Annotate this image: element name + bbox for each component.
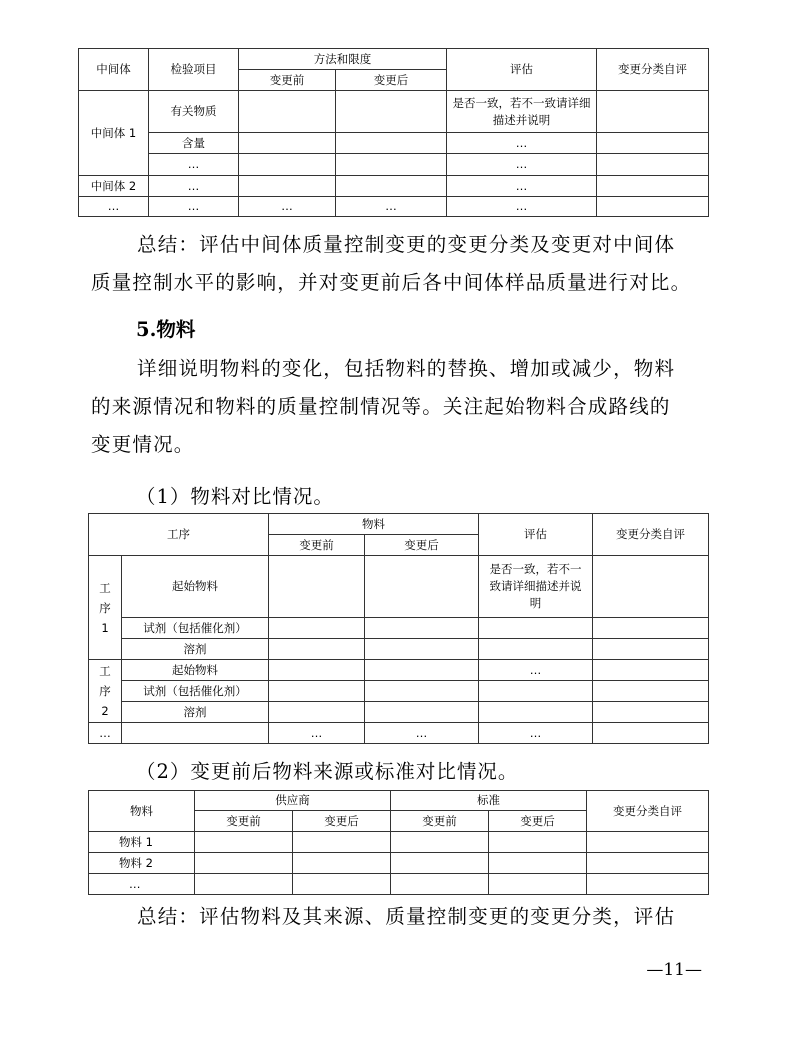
material-name: 试剂（包括催化剂）	[122, 618, 269, 639]
table-row	[89, 874, 709, 895]
evaluation-cell: …	[447, 154, 597, 176]
cell	[336, 176, 447, 197]
cell	[239, 133, 336, 154]
cell: …	[365, 723, 479, 744]
cell	[293, 832, 391, 853]
header-self-eval: 变更分类自评	[597, 49, 709, 91]
cell	[239, 154, 336, 176]
evaluation-cell: …	[447, 133, 597, 154]
subsection-title: （2）变更前后物料来源或标准对比情况。	[136, 760, 519, 783]
material-comparison-table	[88, 513, 709, 744]
cell	[269, 639, 365, 660]
cell	[587, 853, 709, 874]
cell	[365, 702, 479, 723]
cell	[391, 832, 489, 853]
process-label: 工序 1	[89, 556, 122, 660]
header-before: 变更前	[195, 811, 293, 832]
evaluation-cell: 是否一致，若不一致请详细描述并说明	[447, 91, 597, 133]
cell	[269, 702, 365, 723]
test-item: …	[149, 176, 239, 197]
material-name	[122, 723, 269, 744]
cell	[195, 832, 293, 853]
header-process: 工序	[89, 514, 269, 556]
cell: …	[269, 723, 365, 744]
table-row	[89, 723, 709, 744]
cell	[195, 874, 293, 895]
evaluation-cell: …	[479, 660, 593, 681]
cell	[365, 639, 479, 660]
summary-paragraph-1	[91, 226, 703, 302]
cell	[489, 832, 587, 853]
evaluation-cell: …	[447, 197, 597, 217]
evaluation-cell: 是否一致，若不一致请详细描述并说明	[479, 556, 593, 618]
cell	[597, 133, 709, 154]
paragraph-line: 详细说明物料的变化，包括物料的替换、增加或减少，物料	[137, 357, 676, 380]
cell	[293, 874, 391, 895]
table-row	[79, 197, 709, 217]
table-row	[79, 133, 709, 154]
cell	[593, 556, 709, 618]
cell	[593, 723, 709, 744]
header-before: 变更前	[239, 70, 336, 91]
material-name: 溶剂	[122, 702, 269, 723]
cell	[239, 176, 336, 197]
cell	[593, 681, 709, 702]
table-row	[89, 618, 709, 639]
cell	[391, 874, 489, 895]
cell	[195, 853, 293, 874]
header-after: 变更后	[365, 535, 479, 556]
cell	[365, 681, 479, 702]
section-paragraph	[91, 350, 703, 464]
cell	[597, 91, 709, 133]
table-row	[89, 853, 709, 874]
cell: …	[239, 197, 336, 217]
group-label: 中间体 1	[79, 91, 149, 176]
header-material: 物料	[89, 791, 195, 832]
cell	[593, 618, 709, 639]
cell	[593, 702, 709, 723]
cell	[365, 660, 479, 681]
cell	[336, 91, 447, 133]
cell	[597, 154, 709, 176]
group-label: …	[79, 197, 149, 217]
material-name: 起始物料	[122, 556, 269, 618]
header-test-item: 检验项目	[149, 49, 239, 91]
header-self-eval: 变更分类自评	[593, 514, 709, 556]
material-name: 物料 1	[89, 832, 195, 853]
cell: …	[336, 197, 447, 217]
header-after: 变更后	[293, 811, 391, 832]
cell	[489, 874, 587, 895]
header-standard: 标准	[391, 791, 587, 811]
intermediate-quality-table	[78, 48, 709, 217]
cell	[479, 639, 593, 660]
table-row	[89, 681, 709, 702]
table-row	[89, 556, 709, 618]
cell	[479, 618, 593, 639]
cell	[239, 91, 336, 133]
cell	[587, 832, 709, 853]
process-label: …	[89, 723, 122, 744]
cell	[587, 874, 709, 895]
test-item: …	[149, 154, 239, 176]
material-name: 物料 2	[89, 853, 195, 874]
group-label: 中间体 2	[79, 176, 149, 197]
header-before: 变更前	[269, 535, 365, 556]
summary-line: 总结：评估中间体质量控制变更的变更分类及变更对中间体	[137, 233, 676, 256]
material-name: 溶剂	[122, 639, 269, 660]
section-heading: 5.物料	[136, 318, 196, 341]
test-item: 有关物质	[149, 91, 239, 133]
header-intermediate: 中间体	[79, 49, 149, 91]
cell	[269, 556, 365, 618]
header-method-limits: 方法和限度	[239, 49, 447, 70]
cell	[489, 853, 587, 874]
summary-line: 总结：评估物料及其来源、质量控制变更的变更分类，评估	[137, 905, 676, 928]
cell	[391, 853, 489, 874]
cell	[365, 556, 479, 618]
material-name: …	[89, 874, 195, 895]
table-row	[89, 702, 709, 723]
summary-paragraph-2	[91, 898, 703, 936]
test-item: …	[149, 197, 239, 217]
header-before: 变更前	[391, 811, 489, 832]
header-material: 物料	[269, 514, 479, 535]
material-name: 试剂（包括催化剂）	[122, 681, 269, 702]
cell	[269, 681, 365, 702]
header-evaluation: 评估	[479, 514, 593, 556]
header-after: 变更后	[489, 811, 587, 832]
cell	[336, 133, 447, 154]
header-supplier: 供应商	[195, 791, 391, 811]
summary-line: 质量控制水平的影响，并对变更前后各中间体样品质量进行对比。	[91, 271, 692, 294]
cell	[593, 639, 709, 660]
material-name: 起始物料	[122, 660, 269, 681]
table-row	[79, 154, 709, 176]
process-label: 工序 2	[89, 660, 122, 723]
paragraph-line: 变更情况。	[91, 433, 195, 456]
table-row	[79, 91, 709, 133]
cell	[597, 176, 709, 197]
cell	[479, 681, 593, 702]
header-evaluation: 评估	[447, 49, 597, 91]
table-row	[89, 660, 709, 681]
table-row	[79, 176, 709, 197]
cell	[269, 660, 365, 681]
test-item: 含量	[149, 133, 239, 154]
cell	[336, 154, 447, 176]
cell	[597, 197, 709, 217]
cell	[269, 618, 365, 639]
material-source-table	[88, 790, 709, 895]
page-number: —11—	[646, 960, 702, 980]
header-after: 变更后	[336, 70, 447, 91]
table-row	[89, 832, 709, 853]
cell	[479, 702, 593, 723]
cell	[365, 618, 479, 639]
cell	[293, 853, 391, 874]
header-self-eval: 变更分类自评	[587, 791, 709, 832]
evaluation-cell: …	[479, 723, 593, 744]
evaluation-cell: …	[447, 176, 597, 197]
cell	[593, 660, 709, 681]
table-row	[89, 639, 709, 660]
subsection-title: （1）物料对比情况。	[136, 485, 334, 508]
paragraph-line: 的来源情况和物料的质量控制情况等。关注起始物料合成路线的	[91, 395, 671, 418]
